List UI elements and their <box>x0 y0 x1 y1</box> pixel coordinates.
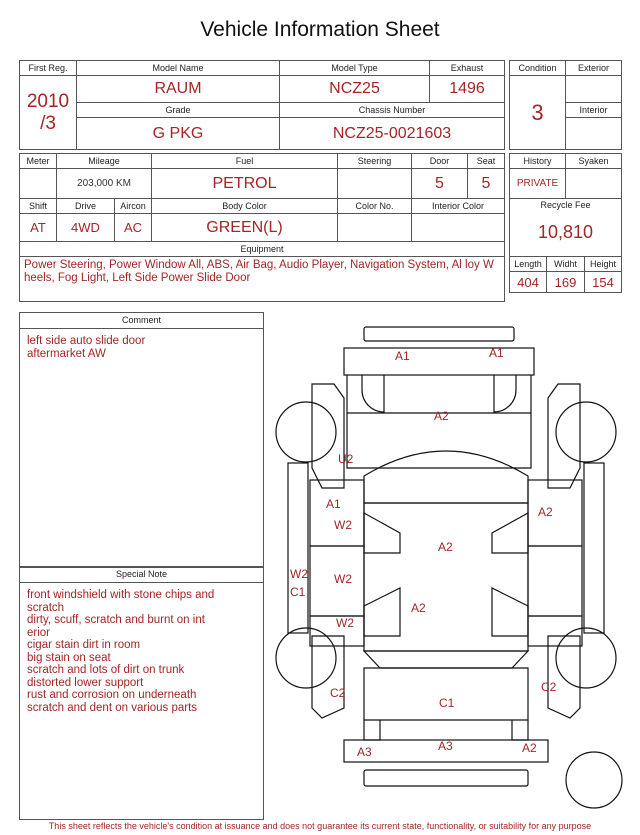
right-headlight-shape <box>494 375 516 412</box>
history-label: History <box>510 154 566 169</box>
condition-value: 3 <box>510 76 566 150</box>
model-type-value: NCZ25 <box>280 76 430 103</box>
first-reg-year: 2010 <box>26 90 70 112</box>
recycle-label: Recycle Fee <box>540 200 591 210</box>
footer-disclaimer: This sheet reflects the vehicle's condition at issuance and does not guarantee its current state, functionality, or suitability for any purpose <box>48 821 592 831</box>
recycle-value: 10,810 <box>537 222 594 242</box>
windshield-shape <box>364 451 528 503</box>
chassis-label: Chassis Number <box>280 103 505 118</box>
left-headlight-shape <box>362 375 384 412</box>
color-no-value <box>338 214 412 242</box>
mileage-label: Mileage <box>57 154 152 169</box>
mark-roof-rear: A2 <box>411 601 426 615</box>
mark-hood: A2 <box>434 409 449 423</box>
exhaust-label: Exhaust <box>430 61 505 76</box>
mark-left-fender: A1 <box>326 497 341 511</box>
rear-bumper-shape <box>364 770 528 786</box>
fuel-label: Fuel <box>152 154 338 169</box>
equipment-label: Equipment <box>20 242 505 257</box>
width-value: 169 <box>547 272 585 293</box>
fuel-value: PETROL <box>152 169 338 199</box>
left-rear-fender <box>312 636 344 718</box>
mark-left-w-mid: W2 <box>334 572 352 586</box>
mark-roof-front: U2 <box>338 452 354 466</box>
front-panel-shape <box>344 348 534 375</box>
exhaust-value: 1496 <box>430 76 505 103</box>
comment-box <box>19 312 264 568</box>
right-taillight <box>512 720 528 740</box>
mark-right-rear-c: C2 <box>541 680 557 694</box>
shift-label: Shift <box>20 199 57 214</box>
mark-front-right: A1 <box>489 346 504 360</box>
right-rear-fender <box>548 636 580 718</box>
mark-left-w-rear: W2 <box>336 616 354 630</box>
aircon-label: Aircon <box>115 199 152 214</box>
drive-value: 4WD <box>57 214 115 242</box>
steering-label: Steering <box>338 154 412 169</box>
right-front-door <box>528 480 582 546</box>
exterior-label: Exterior <box>566 61 622 76</box>
recycle-cell <box>510 199 622 257</box>
mark-rear-right: A2 <box>522 741 537 755</box>
interior-color-label: Interior Color <box>412 199 505 214</box>
mark-roof: A2 <box>438 540 453 554</box>
color-no-label: Color No. <box>338 199 412 214</box>
body-color-label: Body Color <box>152 199 338 214</box>
history-table <box>509 153 622 293</box>
rear-window-shape <box>364 651 528 668</box>
chassis-value: NCZ25-0021603 <box>280 118 505 150</box>
length-value: 404 <box>510 272 547 293</box>
model-type-label: Model Type <box>280 61 430 76</box>
mark-trunk: C1 <box>439 696 455 710</box>
condition-table <box>509 60 622 150</box>
right-side-panel <box>584 463 604 633</box>
mileage-value: 203,000 KM <box>57 169 152 199</box>
shift-value: AT <box>20 214 57 242</box>
drive-label: Drive <box>57 199 115 214</box>
door-value: 5 <box>412 169 468 199</box>
history-value: PRIVATE <box>510 169 566 199</box>
rear-left-wheel <box>276 628 336 688</box>
length-label: Length <box>510 257 547 272</box>
right-front-window <box>492 513 528 553</box>
registration-table <box>19 60 505 150</box>
aircon-value: AC <box>115 214 152 242</box>
right-rear-window <box>492 588 528 636</box>
rear-right-wheel <box>556 628 616 688</box>
right-front-fender <box>548 384 580 488</box>
spare-wheel <box>566 752 622 808</box>
right-rear-door <box>528 546 582 616</box>
interior-label: Interior <box>566 103 622 118</box>
first-reg-label: First Reg. <box>20 61 77 76</box>
first-reg-month: /3 <box>40 112 56 134</box>
left-front-window <box>364 513 400 553</box>
mark-rear-center: A3 <box>438 739 453 753</box>
equipment-value: Power Steering, Power Window All, ABS, Air Bag, Audio Player, Navigation System, Al loy Wheels, Fog Light, Left Side Power Slide Door <box>20 257 505 302</box>
special-note-heading: Special Note <box>20 567 263 583</box>
door-label: Door <box>412 154 468 169</box>
left-front-door <box>310 480 364 546</box>
seat-value: 5 <box>468 169 505 199</box>
vehicle-diagram <box>262 318 638 818</box>
syaken-value <box>566 169 622 199</box>
mark-left-side-c: C1 <box>290 585 306 599</box>
body-color-value: GREEN(L) <box>152 214 338 242</box>
height-value: 154 <box>585 272 622 293</box>
grade-label: Grade <box>77 103 280 118</box>
seat-label: Seat <box>468 154 505 169</box>
meter-value <box>20 169 57 199</box>
front-right-wheel <box>556 402 616 462</box>
comment-text: left side auto slide door aftermarket AW <box>27 335 146 360</box>
special-note-box <box>19 566 264 820</box>
mark-front-left: A1 <box>395 349 410 363</box>
first-reg-value <box>20 76 77 150</box>
mark-right-door: A2 <box>538 505 553 519</box>
grade-value: G PKG <box>77 118 280 150</box>
mark-left-w-front: W2 <box>334 518 352 532</box>
meter-label: Meter <box>20 154 57 169</box>
trunk-shape <box>364 668 528 720</box>
width-label: Widht <box>547 257 585 272</box>
interior-color-value <box>412 214 505 242</box>
left-taillight <box>364 720 380 740</box>
mark-left-side-w: W2 <box>290 567 308 581</box>
model-name-value: RAUM <box>77 76 280 103</box>
interior-value <box>566 118 622 150</box>
height-label: Height <box>585 257 622 272</box>
steering-value <box>338 169 412 199</box>
page-title: Vehicle Information Sheet <box>200 18 440 41</box>
syaken-label: Syaken <box>566 154 622 169</box>
left-front-fender <box>312 384 344 488</box>
special-note-text: front windshield with stone chips and scratch dirty, scuff, scratch and burnt on int erior cigar stain dirt in room big stain on seat scratch and lots of dirt on trunk distorted lower support rust and corrosion on underneath scratch and dent on various parts <box>27 589 215 714</box>
specs-table <box>19 153 505 302</box>
front-left-wheel <box>276 402 336 462</box>
condition-label: Condition <box>510 61 566 76</box>
left-rear-window <box>364 588 400 636</box>
exterior-value <box>566 76 622 103</box>
mark-rear-left: A3 <box>357 745 372 759</box>
roof-shape <box>364 503 528 651</box>
model-name-label: Model Name <box>77 61 280 76</box>
mark-left-rear-c: C2 <box>330 686 346 700</box>
comment-heading: Comment <box>20 313 263 329</box>
left-side-panel <box>288 463 308 633</box>
front-bumper-shape <box>364 327 514 341</box>
